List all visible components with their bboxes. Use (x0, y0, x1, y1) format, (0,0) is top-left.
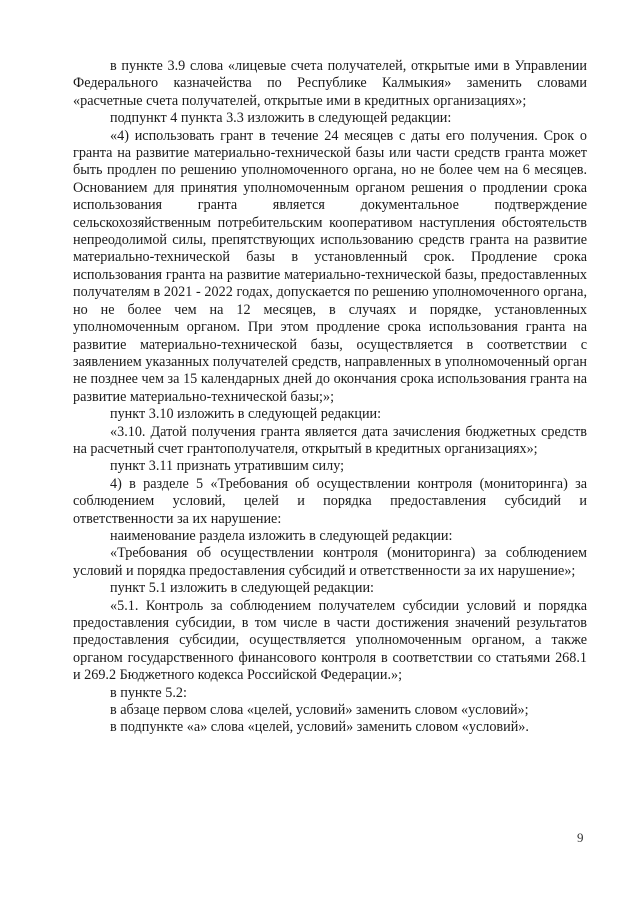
paragraph-14: в подпункте «а» слова «целей, условий» заменить словом «условий». (110, 719, 529, 736)
paragraph-1: в пункте 3.9 слова «лицевые счета получателей, открытые ими в Управлении Федерального казначейства по Республике Калмыкия» заменить словами «расчетные счета получателей, открытые ими в кредитных организациях»; (73, 58, 587, 109)
paragraph-9: «Требования об осуществлении контроля (мониторинга) за соблюдением условий и порядка предоставления субсидий и ответственности за их нарушение»; (73, 545, 587, 579)
paragraph-12: в пункте 5.2: (110, 684, 187, 701)
paragraph-11: «5.1. Контроль за соблюдением получателем субсидии условий и порядка предоставления субсидии, в том числе в части достижения значений результатов предоставления субсидии, осуществляется уполномоченным органом, а также органом государственного финансового контроля в соответствии со статьями 268.1 и 269.2 Бюджетного кодекса Российской Федерации.»; (73, 597, 587, 684)
document-body (73, 58, 587, 737)
paragraph-10: пункт 5.1 изложить в следующей редакции: (110, 580, 374, 597)
paragraph-5: «3.10. Датой получения гранта является дата зачисления бюджетных средств на расчетный счет грантополучателя, открытый в кредитных организациях»; (73, 423, 587, 457)
paragraph-3: «4) использовать грант в течение 24 месяцев с даты его получения. Срок о гранта на развитие материально-технической базы или части средств гранта может быть продлен по решению уполномоченного органа, но не более чем на 6 месяцев. Основанием для принятия уполномоченным органом решения о продлении срока использования гранта является документальное подтверждение сельскохозяйственным потребительским кооперативом наступления обстоятельств непреодолимой силы, препятствующих использованию средств гранта на развитие материально-технической базы в установленный срок. Продление срока использования гранта на развитие материально-технической базы, предоставленных получателям в 2021 - 2022 годах, допускается по решению уполномоченного органа, но не более чем на 12 месяцев, в случаях и порядке, установленных уполномоченным органом. При этом продление срока использования гранта на развитие материально-технической базы, осуществляется в соответствии с заявлением указанных получателей средств, направленных в уполномоченный орган не позднее чем за 15 календарных дней до окончания срока использования гранта на развитие материально-технической базы;»; (73, 127, 587, 405)
paragraph-7: 4) в разделе 5 «Требования об осуществлении контроля (мониторинга) за соблюдением условий, целей и порядка предоставления субсидий и ответственности за их нарушение: (73, 475, 587, 527)
paragraph-13: в абзаце первом слова «целей, условий» заменить словом «условий»; (110, 702, 529, 719)
paragraph-6: пункт 3.11 признать утратившим силу; (110, 458, 345, 475)
paragraph-4: пункт 3.10 изложить в следующей редакции: (110, 406, 382, 423)
paragraph-8: наименование раздела изложить в следующей редакции: (110, 527, 453, 544)
page-number: 9 (577, 830, 584, 845)
paragraph-2: подпункт 4 пункта 3.3 изложить в следующей редакции: (110, 110, 452, 127)
